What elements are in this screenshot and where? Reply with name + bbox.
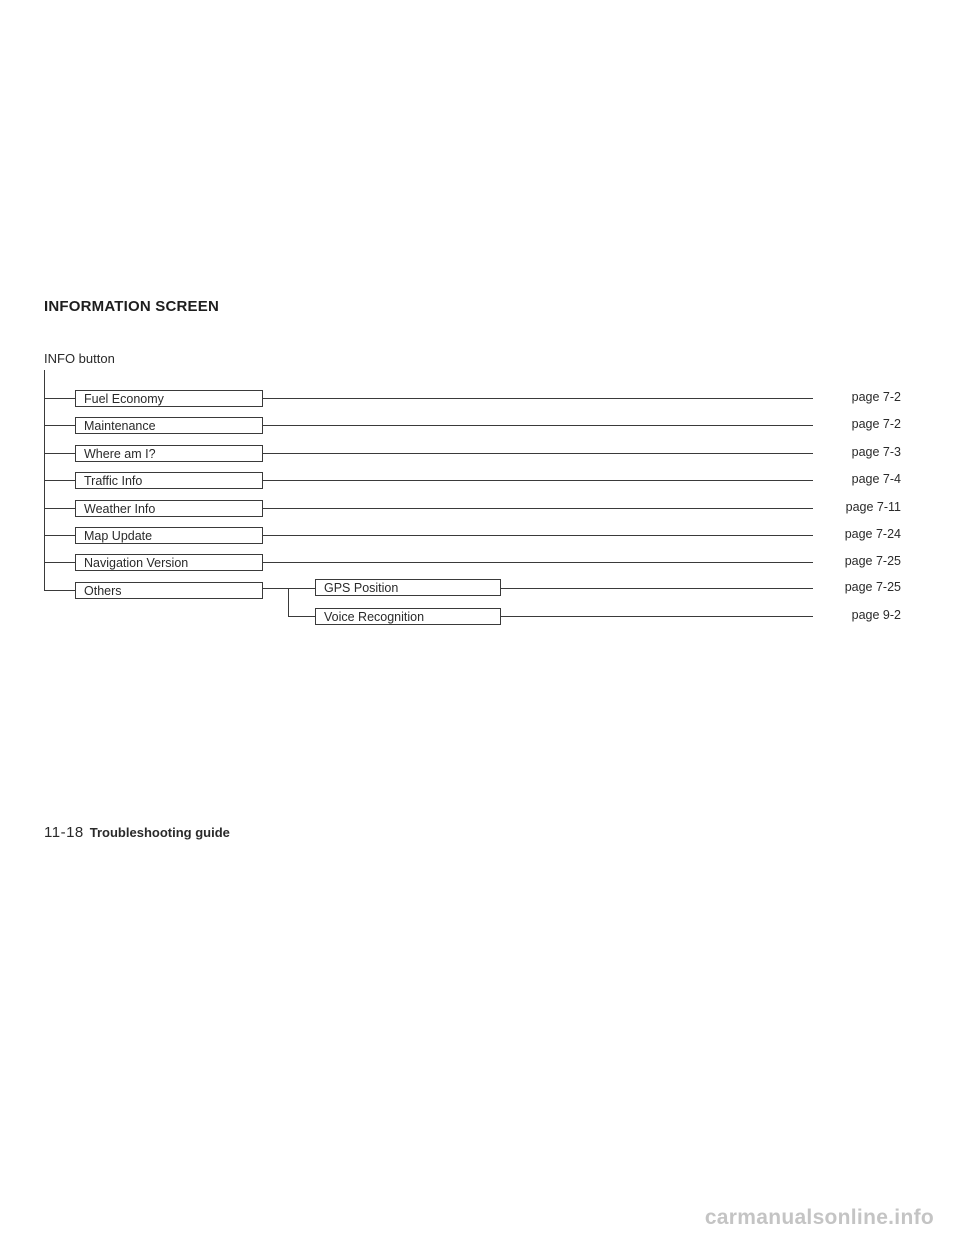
sub-branch-line xyxy=(288,616,315,617)
branch-line xyxy=(44,398,75,399)
menu-item-map-update: Map Update xyxy=(75,527,263,544)
menu-item-voice-recognition: Voice Recognition xyxy=(315,608,501,625)
root-label: INFO button xyxy=(44,351,115,366)
page-ref-map-update: page 7-24 xyxy=(844,527,901,541)
page-ref-fuel-economy: page 7-2 xyxy=(851,390,901,404)
branch-line xyxy=(44,425,75,426)
menu-item-others: Others xyxy=(75,582,263,599)
menu-item-gps-position: GPS Position xyxy=(315,579,501,596)
leader-line xyxy=(263,508,813,509)
footer-section-title: Troubleshooting guide xyxy=(89,825,230,840)
leader-line xyxy=(263,562,813,563)
page-footer xyxy=(44,824,230,842)
leader-line xyxy=(263,398,813,399)
branch-line xyxy=(44,590,75,591)
page-ref-traffic-info: page 7-4 xyxy=(851,472,901,486)
watermark: carmanualsonline.info xyxy=(704,1206,934,1229)
branch-line xyxy=(44,535,75,536)
leader-line xyxy=(263,535,813,536)
leader-line xyxy=(501,616,813,617)
menu-item-navigation-version: Navigation Version xyxy=(75,554,263,571)
page-ref-maintenance: page 7-2 xyxy=(851,417,901,431)
leader-line xyxy=(263,425,813,426)
sub-trunk-line xyxy=(288,588,289,617)
branch-line xyxy=(44,480,75,481)
menu-item-weather-info: Weather Info xyxy=(75,500,263,517)
page-ref-gps-position: page 7-25 xyxy=(844,580,901,594)
menu-item-fuel-economy: Fuel Economy xyxy=(75,390,263,407)
page-ref-weather-info: page 7-11 xyxy=(845,500,901,514)
branch-line xyxy=(44,453,75,454)
sub-branch-line xyxy=(263,588,315,589)
branch-line xyxy=(44,562,75,563)
menu-item-traffic-info: Traffic Info xyxy=(75,472,263,489)
leader-line xyxy=(263,453,813,454)
page-ref-voice-recognition: page 9-2 xyxy=(851,608,901,622)
menu-item-where-am-i: Where am I? xyxy=(75,445,263,462)
page-number: 11-18 xyxy=(44,824,84,841)
menu-item-maintenance: Maintenance xyxy=(75,417,263,434)
leader-line xyxy=(501,588,813,589)
branch-line xyxy=(44,508,75,509)
page-ref-navigation-version: page 7-25 xyxy=(844,554,901,568)
leader-line xyxy=(263,480,813,481)
page-ref-where-am-i: page 7-3 xyxy=(851,445,901,459)
section-title: INFORMATION SCREEN xyxy=(44,298,219,315)
